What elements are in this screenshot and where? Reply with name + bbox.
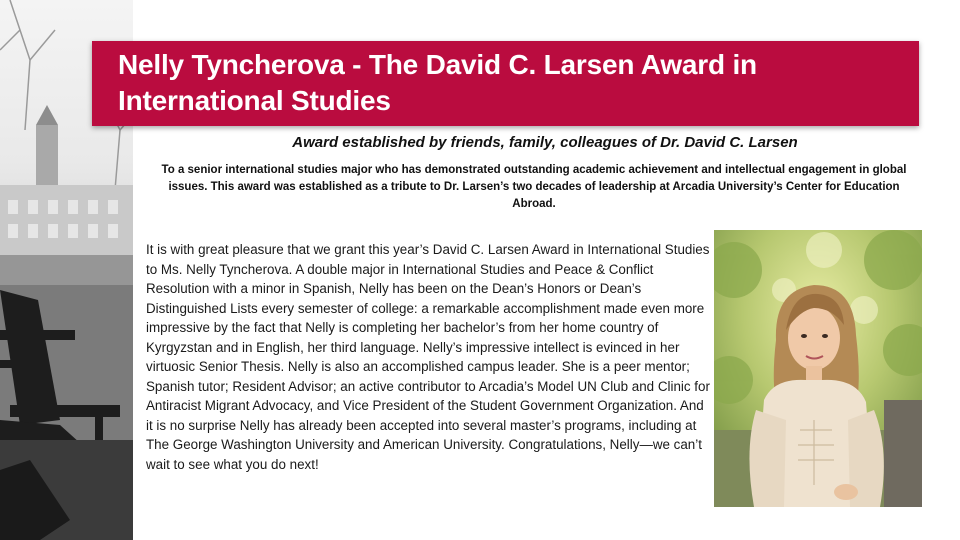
recipient-portrait xyxy=(714,230,922,507)
award-description: To a senior international studies major who has demonstrated outstanding academic achievement and intellectual engagement in global issues. This award was established as a tribute to Dr. Larsen’s two decades of leadership at Arcadia University’s Center for Education Abroad. xyxy=(161,164,907,210)
citation-paragraph: It is with great pleasure that we grant this year’s David C. Larsen Award in International Studies to Ms. Nelly Tyncherova. A double major in International Studies and Peace & Conflict Resolution with a minor in Spanish, Nelly has been on the Dean’s Honors or Dean’s Distinguished Lists every semester of college: a remarkable accomplishment made even more impressive by the fact that Nelly is completing her bachelor’s from her home country of Kyrgyzstan and in English, her third language. Nelly’s impressive intellect is evinced in her virtuosic Senior Thesis. Nelly is also an accomplished campus leader. She is a peer mentor; Spanish tutor; Resident Advisor; an active contributor to Arcadia’s Model UN Club and Clinic for Antiracist Migrant Advocacy, and Vice President of the Student Government Organization. And it is no surprise Nelly has already been accepted into several master’s programs, including at The George Washington University and American University. Congratulations, Nelly—we can’t wait to see what you do next! xyxy=(146,242,710,472)
award-established-by: Award established by friends, family, colleagues of Dr. David C. Larsen xyxy=(292,134,798,151)
title-banner xyxy=(92,41,919,126)
page-title: Nelly Tyncherova - The David C. Larsen Award in International Studies xyxy=(118,49,757,116)
portrait-illustration xyxy=(714,230,922,507)
